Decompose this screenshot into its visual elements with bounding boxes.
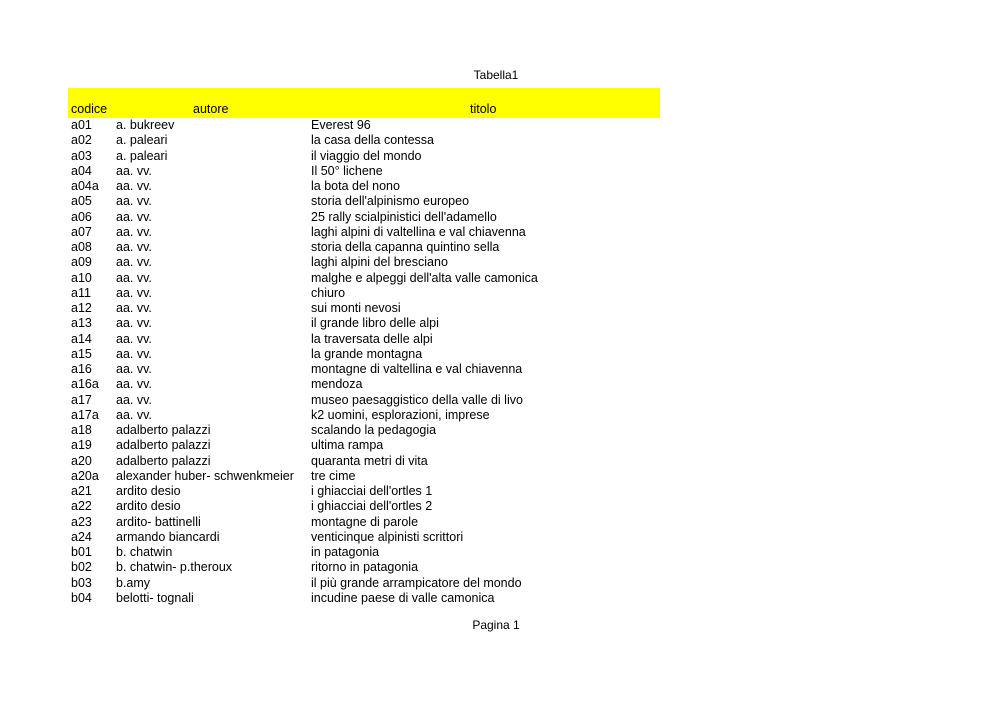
table-body [68,118,660,606]
cell-codice: a09 [71,255,92,270]
cell-autore: aa. vv. [116,331,152,346]
table-header [68,88,660,118]
cell-autore: aa. vv. [116,224,152,239]
cell-autore: aa. vv. [116,240,152,254]
cell-autore: aa. vv. [116,270,152,285]
cell-autore: ardito- battinelli [116,514,201,529]
cell-codice: a21 [71,484,92,498]
cell-autore: a. paleari [116,148,168,163]
cell-titolo: scalando la pedagogia [311,423,437,437]
books-table [68,88,660,606]
cell-autore: ardito desio [116,499,181,514]
cell-autore: ardito desio [116,484,181,498]
table-row [68,423,660,438]
cell-titolo: laghi alpini del bresciano [311,255,448,270]
cell-codice: a07 [71,224,92,239]
cell-autore: aa. vv. [116,179,152,193]
table-row [68,316,660,331]
cell-titolo: la bota del nono [311,179,400,193]
cell-codice: a11 [71,285,91,300]
cell-titolo: Everest 96 [311,118,371,132]
cell-autore: adalberto palazzi [116,438,211,453]
table-row [68,408,660,423]
cell-autore: aa. vv. [116,255,152,270]
cell-autore: aa. vv. [116,346,152,361]
table-row [68,118,660,133]
cell-codice: a19 [71,438,92,453]
cell-titolo: incudine paese di valle camonica [311,590,495,605]
cell-codice: b04 [71,590,92,605]
cell-titolo: museo paesaggistico della valle di livo [311,392,523,407]
cell-titolo: mendoza [311,377,363,392]
cell-titolo: il viaggio del mondo [311,148,422,163]
cell-autore: a. paleari [116,133,168,148]
cell-titolo: venticinque alpinisti scrittori [311,529,464,544]
table-row [68,362,660,377]
table-row [68,560,660,575]
cell-codice: a23 [71,514,92,529]
table-row [68,576,660,591]
cell-codice: a18 [71,423,92,437]
cell-autore: aa. vv. [116,285,152,300]
page-footer: Pagina 1 [472,618,520,632]
cell-autore: b. chatwin- p.theroux [116,560,233,575]
cell-codice: a08 [71,240,92,254]
cell-titolo: 25 rally scialpinistici dell'adamello [311,209,497,224]
cell-titolo: malghe e alpeggi dell'alta valle camonica [311,270,538,285]
cell-autore: aa. vv. [116,194,152,209]
cell-titolo: ritorno in patagonia [311,560,419,575]
cell-autore: aa. vv. [116,316,152,331]
cell-autore: alexander huber- schwenkmeier [116,468,294,483]
cell-codice: a01 [71,118,92,132]
table-row [68,545,660,560]
cell-titolo: sui monti nevosi [311,301,401,315]
table-row [68,164,660,179]
header-titolo: titolo [470,102,497,116]
cell-codice: b03 [71,575,92,590]
table-row [68,454,660,469]
cell-titolo: storia dell'alpinismo europeo [311,194,470,209]
cell-codice: a06 [71,209,92,224]
cell-codice: a13 [71,316,92,331]
cell-codice: a12 [71,301,92,315]
cell-titolo: i ghiacciai dell'ortles 1 [311,484,433,498]
table-row [68,347,660,362]
cell-titolo: ultima rampa [311,438,384,453]
table-row [68,591,660,606]
cell-titolo: la grande montagna [311,346,423,361]
cell-autore: adalberto palazzi [116,453,211,468]
table-row [68,484,660,499]
table-row [68,179,660,194]
cell-autore: a. bukreev [116,118,175,132]
cell-titolo: in patagonia [311,545,380,559]
cell-titolo: montagne di parole [311,514,419,529]
table-row [68,530,660,545]
cell-autore: aa. vv. [116,362,152,376]
header-codice: codice [71,102,108,116]
table-row [68,271,660,286]
cell-codice: a16 [71,362,92,376]
cell-codice: a02 [71,133,92,148]
table-row [68,210,660,225]
sheet-title: Tabella1 [473,68,519,82]
cell-titolo: il più grande arrampicatore del mondo [311,575,522,590]
cell-codice: a15 [71,346,92,361]
cell-codice: a22 [71,499,92,514]
cell-autore: armando biancardi [116,529,220,544]
cell-codice: a14 [71,331,92,346]
cell-titolo: i ghiacciai dell'ortles 2 [311,499,433,514]
cell-codice: a20 [71,453,92,468]
cell-autore: aa. vv. [116,392,152,407]
table-row [68,301,660,316]
cell-codice: b01 [71,545,92,559]
cell-autore: aa. vv. [116,377,152,392]
cell-autore: aa. vv. [116,301,152,315]
cell-titolo: la traversata delle alpi [311,331,433,346]
cell-autore: belotti- tognali [116,590,194,605]
cell-codice: a17 [71,392,92,407]
cell-codice: a05 [71,194,92,209]
cell-codice: a20a [71,468,99,483]
cell-codice: a24 [71,529,92,544]
table-row [68,286,660,301]
cell-codice: a16a [71,377,99,392]
header-autore: autore [193,102,229,116]
table-row [68,499,660,514]
cell-codice: a10 [71,270,92,285]
cell-autore: b.amy [116,575,151,590]
table-row [68,393,660,408]
cell-titolo: laghi alpini di valtellina e val chiavenna [311,224,526,239]
cell-titolo: il grande libro delle alpi [311,316,439,331]
cell-titolo: k2 uomini, esplorazioni, imprese [311,407,490,422]
table-row [68,225,660,240]
cell-codice: a17a [71,407,99,422]
table-row [68,149,660,164]
cell-titolo: Il 50° lichene [311,163,383,178]
table-row [68,377,660,392]
cell-titolo: montagne di valtellina e val chiavenna [311,362,523,376]
cell-autore: aa. vv. [116,407,152,422]
table-row [68,515,660,530]
cell-autore: b. chatwin [116,545,173,559]
cell-autore: aa. vv. [116,163,152,178]
cell-codice: a04a [71,179,99,193]
cell-codice: a03 [71,148,92,163]
table-row [68,469,660,484]
cell-titolo: quaranta metri di vita [311,453,428,468]
table-row [68,255,660,270]
cell-codice: a04 [71,163,92,178]
cell-titolo: chiuro [311,285,346,300]
table-row [68,332,660,347]
table-row [68,240,660,255]
cell-codice: b02 [71,560,92,575]
cell-autore: adalberto palazzi [116,423,211,437]
cell-titolo: tre cime [311,468,356,483]
table-row [68,438,660,453]
table-row [68,194,660,209]
cell-titolo: la casa della contessa [311,133,434,148]
cell-autore: aa. vv. [116,209,152,224]
cell-titolo: storia della capanna quintino sella [311,240,500,254]
table-row [68,133,660,148]
